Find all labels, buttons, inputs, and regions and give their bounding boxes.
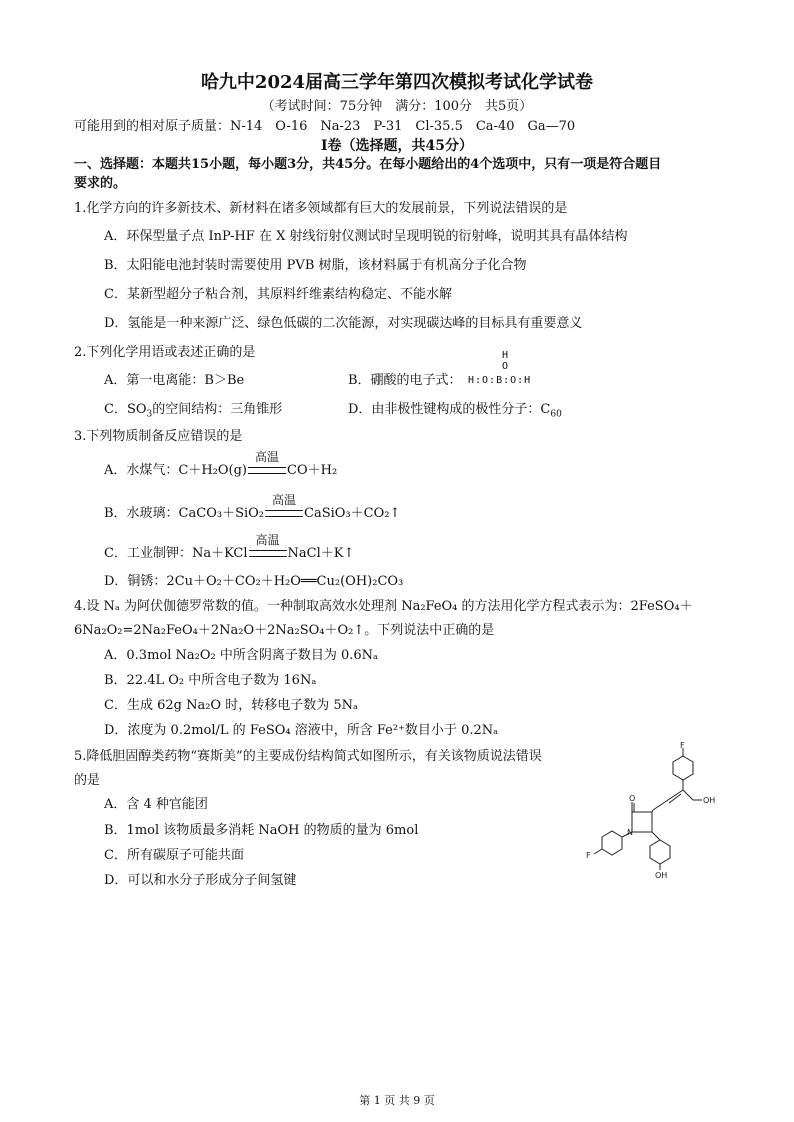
bond-lactam-chain bbox=[652, 810, 653, 812]
q3-b-condition: 高温 bbox=[271, 493, 296, 507]
q3-b-pre: B．水玻璃：CaCO₃＋SiO₂ bbox=[104, 506, 264, 521]
q1-option-c: C．某新型超分子粘合剂，其原料纤维素结构稳定、不能水解 bbox=[104, 287, 452, 302]
q2-c-post: 的空间结构：三角锥形 bbox=[152, 402, 283, 417]
q2-option-c bbox=[104, 401, 282, 424]
q2-c-pre: C．SO bbox=[104, 402, 147, 417]
q2-d-pre: D．由非极性键构成的极性分子：C bbox=[348, 402, 551, 417]
label-o: O bbox=[629, 794, 636, 803]
q3-stem: 3.下列物质制备反应错误的是 bbox=[74, 429, 243, 444]
q4-option-c: C．生成 62g Na₂O 时，转移电子数为 5Nₐ bbox=[104, 698, 358, 713]
q4-option-a: A．0.3mol Na₂O₂ 中所含阴离子数目为 0.6Nₐ bbox=[104, 648, 379, 663]
boric-acid-lewis-structure bbox=[468, 350, 548, 394]
q3-option-a bbox=[104, 450, 338, 480]
exam-info: （考试时间：75分钟 满分：100分 共5页） bbox=[261, 99, 533, 114]
q3-c-condition: 高温 bbox=[255, 533, 280, 547]
label-oh-right: OH bbox=[703, 796, 716, 805]
q4-stem-line-1: 4.设 Nₐ 为阿伏伽德罗常数的值。一种制取高效水处理剂 Na₂FeO₄ 的方法用化学方程式表示为：2FeSO₄＋ bbox=[74, 599, 693, 614]
q3-option-c bbox=[104, 533, 355, 563]
bond-chain-ch2 bbox=[683, 790, 693, 800]
page-footer: 第 1 页 共 9 页 bbox=[359, 1094, 435, 1107]
instructions-line-1: 一、选择题：本题共15小题，每小题3分，共45分。在每小题给出的4个选项中，只有一项是符合题目 bbox=[74, 157, 662, 172]
q5-option-c: C．所有碳原子可能共面 bbox=[104, 848, 244, 863]
q5-option-b: B．1mol 该物质最多消耗 NaOH 的物质的量为 6mol bbox=[104, 823, 419, 838]
q3-b-arrow bbox=[265, 493, 303, 523]
bond-lactam-ring-bottom bbox=[652, 832, 660, 840]
ring-bottom bbox=[650, 840, 670, 864]
label-f-left: F bbox=[586, 851, 591, 860]
q4-stem-line-2: 6Na₂O₂=2Na₂FeO₄＋2Na₂O＋2Na₂SO₄＋O₂↑。下列说法中正确的是 bbox=[74, 623, 495, 638]
q3-a-post: CO＋H₂ bbox=[287, 463, 338, 478]
q3-c-post: NaCl＋K↑ bbox=[287, 546, 355, 561]
q5-stem-line-1: 5.降低胆固醇类药物“赛斯美”的主要成份结构简式如图所示，有关该物质说法错误 bbox=[74, 749, 542, 764]
instructions-line-2: 要求的。 bbox=[74, 176, 127, 191]
bond-chain-1 bbox=[653, 800, 668, 810]
lewis-main-row: H:O:B:O:H bbox=[468, 375, 532, 386]
label-oh-bottom: OH bbox=[655, 871, 668, 880]
q2-d-sub: 60 bbox=[550, 409, 562, 420]
ring-left bbox=[602, 831, 622, 855]
q1-option-a: A．环保型量子点 InP-HF 在 X 射线衍射仪测试时呈现明锐的衍射峰，说明其具有晶体结构 bbox=[104, 229, 628, 244]
q3-a-arrow bbox=[248, 450, 286, 480]
q3-b-post: CaSiO₃＋CO₂↑ bbox=[304, 506, 401, 521]
ring-top bbox=[673, 756, 693, 780]
q1-stem: 1.化学方向的许多新技术、新材料在诸多领域都有巨大的发展前景，下列说法错误的是 bbox=[74, 201, 568, 216]
lewis-h-top: H bbox=[502, 350, 509, 361]
q5-option-a: A．含 4 种官能团 bbox=[104, 797, 208, 812]
lewis-o-top: O bbox=[502, 361, 509, 372]
q1-option-b: B．太阳能电池封装时需要使用 PVB 树脂，该材料属于有机高分子化合物 bbox=[104, 258, 527, 273]
q5-option-d: D．可以和水分子形成分子间氢键 bbox=[104, 873, 297, 888]
lactam-ring bbox=[632, 812, 652, 832]
q3-option-b bbox=[104, 493, 401, 523]
q3-c-pre: C．工业制钾：Na＋KCl bbox=[104, 546, 248, 561]
q3-a-condition: 高温 bbox=[255, 450, 280, 464]
q1-option-d: D．氢能是一种来源广泛、绿色低碳的二次能源，对实现碳达峰的目标具有重要意义 bbox=[104, 316, 583, 331]
q3-c-arrow bbox=[249, 533, 287, 563]
label-n: N bbox=[627, 828, 633, 837]
atomic-masses: 可能用到的相对原子质量：N-14 O-16 Na-23 P-31 Cl-35.5 Ca-40 Ga—70 bbox=[74, 119, 576, 134]
ezetimibe-structure bbox=[580, 742, 730, 882]
q2-c-sub: 3 bbox=[146, 409, 153, 420]
q4-option-b: B．22.4L O₂ 中所含电子数为 16Nₐ bbox=[104, 673, 317, 688]
q2-stem: 2.下列化学用语或表述正确的是 bbox=[74, 345, 256, 360]
q2-option-b: B．硼酸的电子式： bbox=[348, 373, 462, 388]
q2-option-d bbox=[348, 401, 562, 424]
bond-left-f bbox=[594, 849, 602, 854]
label-f-top: F bbox=[680, 742, 685, 750]
q3-a-pre: A．水煤气：C＋H₂O(g) bbox=[104, 463, 248, 478]
q4-option-d: D．浓度为 0.2mol/L 的 FeSO₄ 溶液中，所含 Fe²⁺数目小于 0.2Nₐ bbox=[104, 723, 499, 738]
q3-option-d: D．铜锈：2Cu＋O₂＋CO₂＋H₂O══Cu₂(OH)₂CO₃ bbox=[104, 574, 404, 589]
q2-option-a: A．第一电离能：B＞Be bbox=[104, 373, 245, 388]
q5-stem-line-2: 的是 bbox=[74, 773, 101, 788]
exam-title: 哈九中2024届高三学年第四次模拟考试化学试卷 bbox=[200, 72, 594, 93]
section-title: I卷（选择题，共45分） bbox=[320, 138, 474, 154]
